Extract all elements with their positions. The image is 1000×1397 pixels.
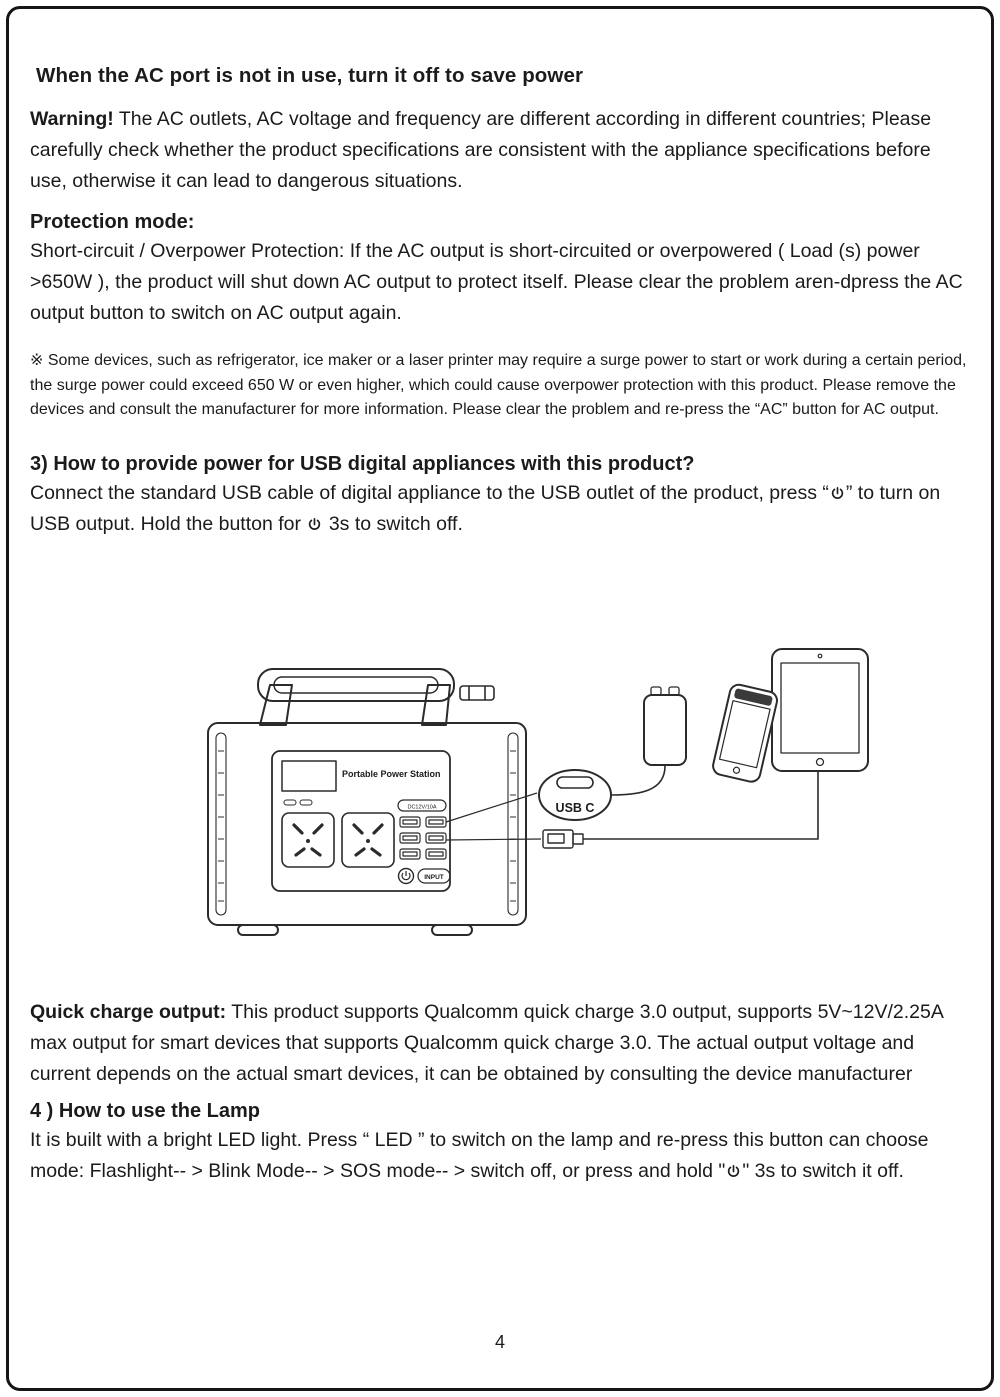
lamp-paragraph [30, 1125, 970, 1187]
usb-section-paragraph [30, 478, 970, 540]
top-knob [460, 686, 494, 700]
power-icon [726, 1164, 741, 1179]
quick-charge-paragraph [30, 997, 970, 1090]
usb-body-text-3: 3s to switch off. [323, 512, 463, 535]
lamp-heading: 4 ) How to use the Lamp [30, 1099, 261, 1122]
foot-right [432, 925, 472, 935]
power-station-drawing [208, 669, 526, 935]
smartphone-drawing [711, 683, 778, 783]
warning-paragraph [30, 104, 970, 197]
usb-section-heading: 3) How to provide power for USB digital appliances with this product? [30, 452, 695, 475]
page-content [30, 0, 970, 1187]
quick-charge-label: Quick charge output: [30, 1000, 227, 1023]
usb-a-plug-icon [543, 830, 583, 848]
usb-connection-illustration [180, 625, 880, 965]
quick-charge-text: This product supports Qualcomm quick charge 3.0 output, supports 5V~12V/2.25A max output for smart devices that supports Qualcomm quick charge 3.0. The actual output voltage and current depends on the actual smart devices, it can be obtained by consulting the device manufacturer [30, 1000, 943, 1085]
dc-label-text: DC12V/10A [407, 804, 437, 810]
indicator-pills [284, 800, 312, 805]
usb-connection-figure [30, 540, 970, 985]
charger-drawing [644, 687, 686, 765]
warning-label: Warning! [30, 108, 114, 130]
ac-outlet-right [342, 813, 394, 867]
power-icon [307, 517, 322, 532]
usb-body-text-2: ” to turn on USB output. Hold the button for [30, 481, 941, 535]
usb-c-label-text: USB C [555, 800, 595, 815]
protection-heading: Protection mode: [30, 211, 195, 233]
device-label-text: Portable Power Station [342, 768, 441, 779]
foot-left [238, 925, 278, 935]
usb-c-cable [611, 766, 665, 795]
protection-note: ※ Some devices, such as refrigerator, ice maker or a laser printer may require a surge power to start or work during a certain period, the surge power could exceed 650 W or even higher, which could cause overpower protection with this product. Please remove the devices and consult the manufacturer for more information. Please clear the problem and re-press the “AC” button for AC output. [30, 352, 967, 418]
input-label-text: INPUT [424, 873, 444, 881]
ac-outlet-left [282, 813, 334, 867]
page-number: 4 [494, 1332, 505, 1352]
page-title: When the AC port is not in use, turn it off to save power [36, 64, 584, 87]
lamp-body-text-1: It is built with a bright LED light. Press “ LED ” to switch on the lamp and re-press this button can choose mode: Flashlight-- > Blink Mode-- > SOS mode-- > switch off, or press and hold " [30, 1128, 929, 1182]
station-body [208, 723, 526, 925]
lcd-display [282, 761, 336, 791]
tablet-drawing [772, 649, 868, 771]
side-vents-right [508, 733, 518, 915]
warning-text: The AC outlets, AC voltage and frequency are different according in different countries; Please carefully check whether the product specifications are consistent with the appliance specifications before use, otherwise it can lead to dangerous situations. [30, 108, 932, 192]
usb-body-text-1: Connect the standard USB cable of digital appliance to the USB outlet of the product, press “ [30, 481, 829, 504]
usb-a-cable [583, 771, 818, 839]
lamp-body-text-2: " 3s to switch it off. [742, 1159, 904, 1182]
protection-paragraph: Short-circuit / Overpower Protection: If the AC output is short-circuited or overpowered ( Load (s) power >650W ), the product will shut down AC output to protect itself. Please clear the problem aren-dpress the AC output button to switch on AC output again. [30, 240, 963, 324]
power-icon [830, 486, 845, 501]
side-vents-left [216, 733, 226, 915]
